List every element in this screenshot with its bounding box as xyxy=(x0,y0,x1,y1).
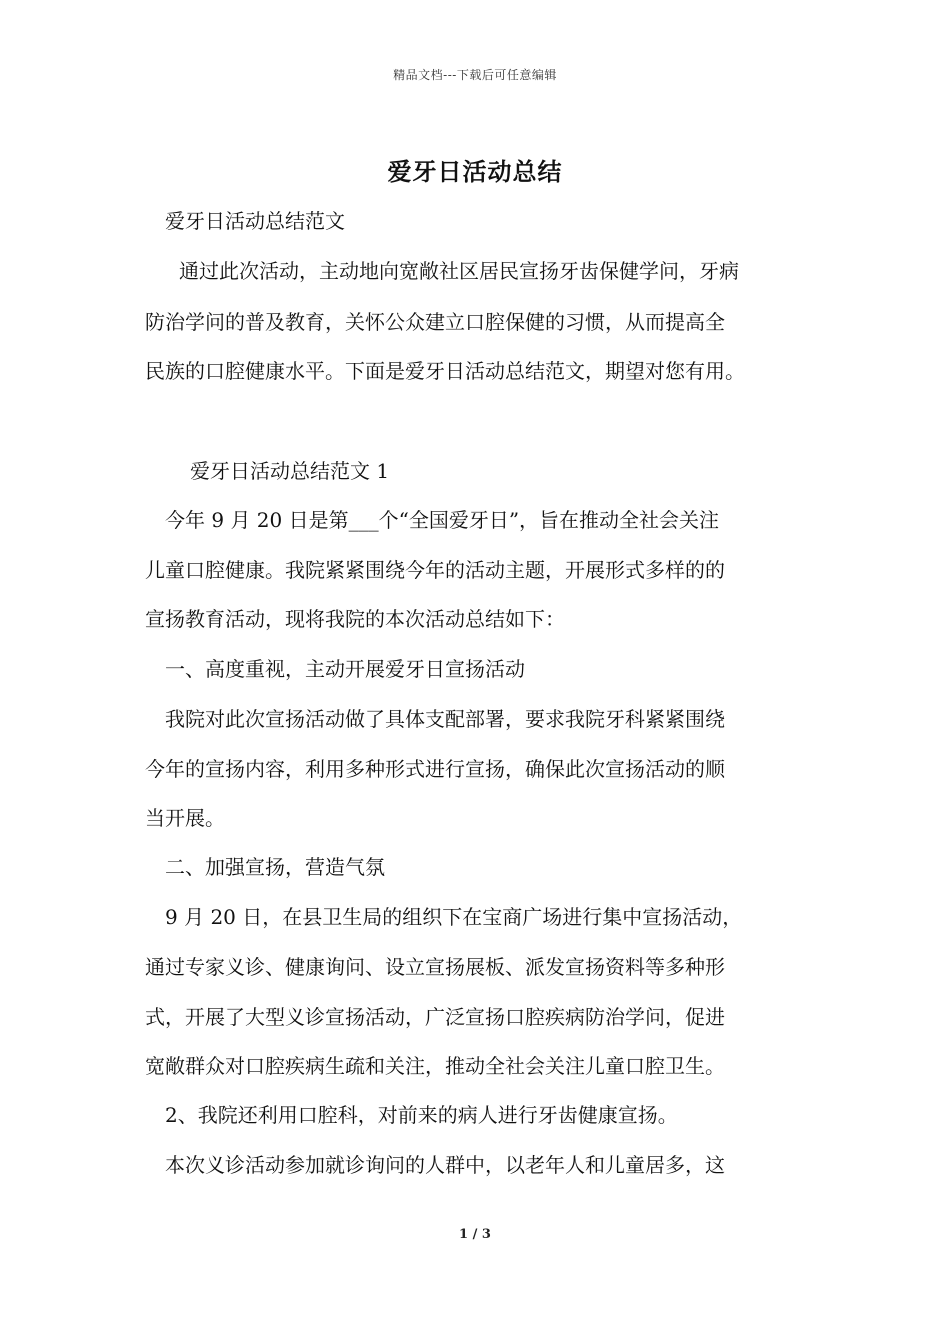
paragraph-line: 通过专家义诊、健康询问、设立宣扬展板、派发宣扬资料等多种形 xyxy=(145,955,725,979)
paragraph-line: 通过此次活动，主动地向宽敞社区居民宣扬牙齿保健学问，牙病 xyxy=(179,259,739,283)
paragraph-line: 2、我院还利用口腔科，对前来的病人进行牙齿健康宣扬。 xyxy=(165,1103,678,1127)
subsection-heading: 二、加强宣扬，营造气氛 xyxy=(165,855,385,879)
page-header: 精品文档---下载后可任意编辑 xyxy=(393,68,557,82)
paragraph-line: 儿童口腔健康。我院紧紧围绕今年的活动主题，开展形式多样的的 xyxy=(145,558,725,582)
subsection-heading: 一、高度重视，主动开展爱牙日宣扬活动 xyxy=(165,657,525,681)
document-title: 爱牙日活动总结 xyxy=(387,157,563,186)
page-number: 1 / 3 xyxy=(459,1227,491,1242)
paragraph-line: 今年的宣扬内容，利用多种形式进行宣扬，确保此次宣扬活动的顺 xyxy=(145,757,725,781)
paragraph-line: 今年 9 月 20 日是第___个“全国爱牙日”，旨在推动全社会关注 xyxy=(165,508,720,532)
paragraph-line: 防治学问的普及教育，关怀公众建立口腔保健的习惯，从而提高全 xyxy=(145,310,725,334)
section-heading: 爱牙日活动总结范文 1 xyxy=(190,459,390,483)
paragraph-line: 当开展。 xyxy=(145,806,225,830)
paragraph-line: 民族的口腔健康水平。下面是爱牙日活动总结范文，期望对您有用。 xyxy=(145,359,745,383)
paragraph-line: 宽敞群众对口腔疾病生疏和关注，推动全社会关注儿童口腔卫生。 xyxy=(145,1054,725,1078)
paragraph-line: 式，开展了大型义诊宣扬活动，广泛宣扬口腔疾病防治学问，促进 xyxy=(145,1005,725,1029)
subtitle-line: 爱牙日活动总结范文 xyxy=(165,209,345,233)
paragraph-line: 本次义诊活动参加就诊询问的人群中，以老年人和儿童居多，这 xyxy=(165,1153,725,1177)
paragraph-line: 宣扬教育活动，现将我院的本次活动总结如下： xyxy=(145,607,565,631)
paragraph-line: 9 月 20 日，在县卫生局的组织下在宝商广场进行集中宣扬活动， xyxy=(165,905,743,929)
paragraph-line: 我院对此次宣扬活动做了具体支配部署，要求我院牙科紧紧围绕 xyxy=(165,707,725,731)
